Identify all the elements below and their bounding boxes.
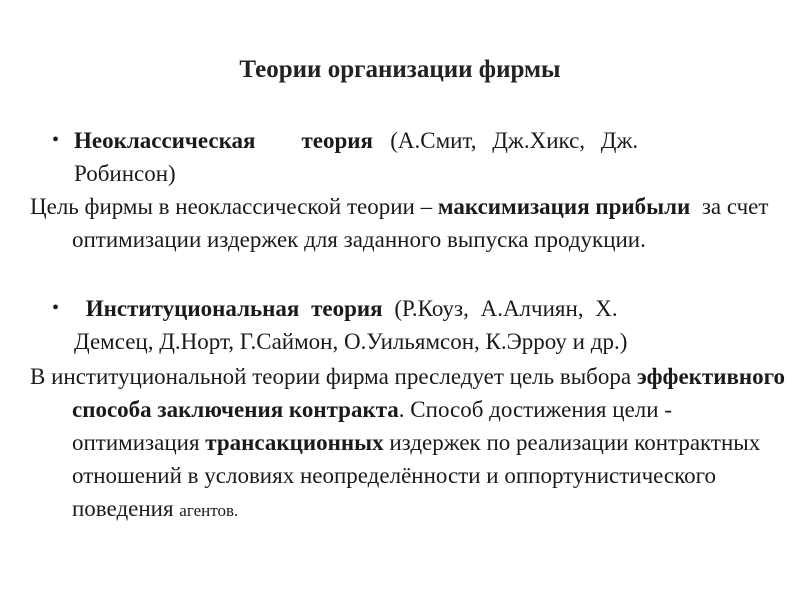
- institutional-goal-text1: В институциональной теории фирма преследует цель выбора: [30, 364, 637, 389]
- neoclassical-goal-text2: за счет оптимизации издержек для заданного выпуска продукции.: [72, 194, 775, 252]
- slide-title: Теории организации фирмы: [239, 56, 561, 83]
- institutional-goal-small: агентов.: [179, 501, 239, 520]
- neoclassical-goal-text1: Цель фирмы в неоклассической теории –: [30, 194, 438, 219]
- institutional-line2: Демсец, Д.Норт, Г.Саймон, О.Уильямсон, К.Эрроу и др.): [74, 329, 628, 354]
- institutional-goal-bold1: эффективного способа заключения контракта: [72, 364, 786, 422]
- bullet-icon: •: [52, 129, 60, 151]
- institutional-goal-text2: . Способ достижения цели - оптимизация: [72, 397, 672, 455]
- institutional-goal-text3: издержек по реализации контрактных отношений в условиях неопределённости и оппортунистического поведения: [72, 430, 761, 521]
- institutional-goal: [30, 360, 794, 527]
- neoclassical-name: Неоклассическая: [74, 128, 256, 153]
- neoclassical-line2: Робинсон): [74, 161, 176, 186]
- institutional-line1: [74, 292, 780, 325]
- bullet-neoclassical: [46, 124, 780, 190]
- neoclassical-line1: [74, 124, 780, 157]
- institutional-goal-bold2: трансакционных: [205, 430, 384, 455]
- institutional-name: Институциональная теория: [85, 296, 383, 321]
- neoclassical-goal-bold2: прибыли: [595, 194, 691, 219]
- neoclassical-authors: (А.Смит, Дж.Хикс, Дж.: [390, 128, 639, 153]
- institutional-authors: (Р.Коуз, А.Алчиян, Х.: [394, 296, 618, 321]
- bullet-institutional: [46, 292, 780, 358]
- bullet-icon: •: [52, 297, 60, 319]
- neoclassical-theory-word: теория: [301, 128, 373, 153]
- neoclassical-goal: [30, 190, 794, 256]
- neoclassical-goal-bold1: максимизация: [437, 194, 590, 219]
